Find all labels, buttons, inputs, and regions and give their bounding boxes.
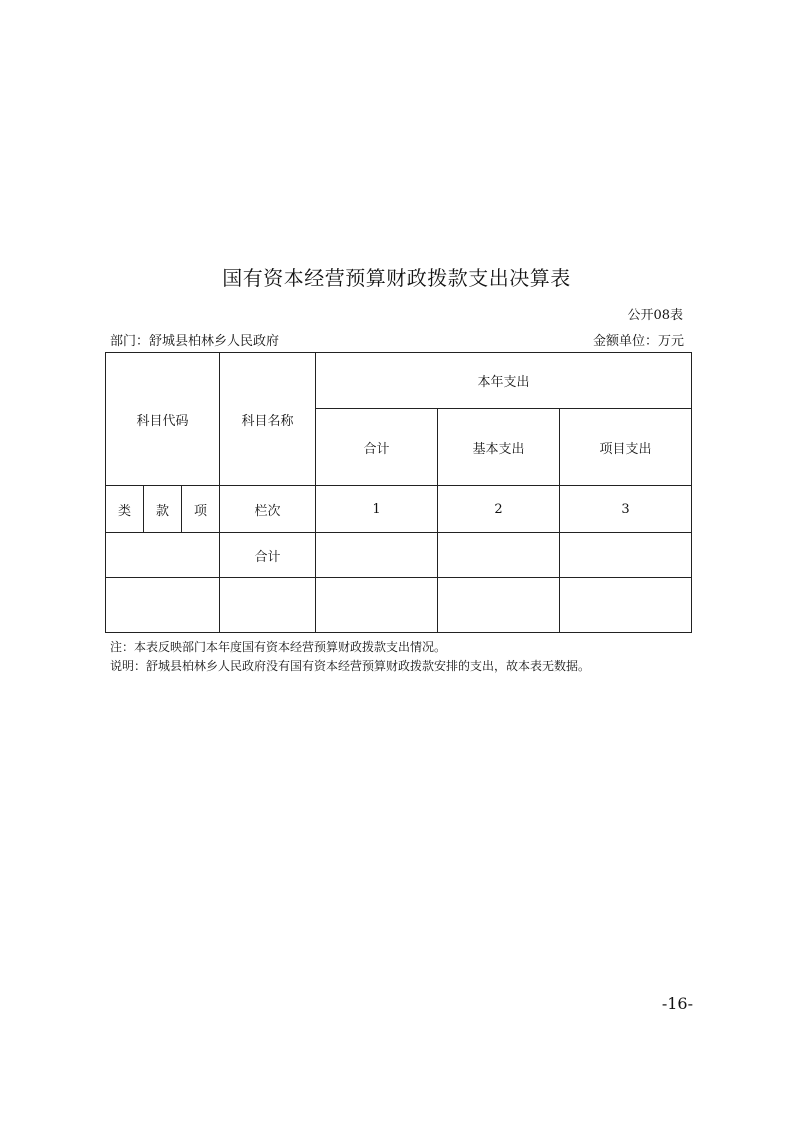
page-title: 国有资本经营预算财政拨款支出决算表: [222, 266, 571, 290]
item-cell: 项: [182, 486, 220, 533]
year-expenditure-header: 本年支出: [316, 353, 692, 409]
total-row-total: [316, 533, 438, 578]
subject-name-header: 科目名称: [220, 353, 316, 486]
amount-unit-label: 金额单位：万元: [592, 334, 684, 349]
category-cell: 类: [106, 486, 144, 533]
table-header-row: [106, 353, 692, 409]
explanation-line: 说明：舒城县柏林乡人民政府没有国有资本经营预算财政拨款安排的支出，故本表无数据。: [110, 659, 591, 673]
total-row-label: 合计: [220, 533, 316, 578]
form-code: 公开08表: [627, 308, 683, 323]
empty-row-name: [220, 578, 316, 633]
department-label: 部门：舒城县柏林乡人民政府: [110, 334, 280, 349]
notes-block: [110, 638, 590, 676]
table-index-row: [106, 486, 692, 533]
column-index-2: 2: [438, 486, 560, 533]
column-index-3: 3: [560, 486, 692, 533]
empty-row-total: [316, 578, 438, 633]
project-expenditure-header: 项目支出: [560, 409, 692, 486]
empty-row-basic: [438, 578, 560, 633]
expenditure-table: [105, 352, 692, 633]
total-row-code: [106, 533, 220, 578]
subject-code-header: 科目代码: [106, 353, 220, 486]
page-number: -16-: [661, 994, 693, 1013]
empty-row-project: [560, 578, 692, 633]
total-header: 合计: [316, 409, 438, 486]
column-index-label: 栏次: [220, 486, 316, 533]
empty-row-code: [106, 578, 220, 633]
table-total-row: [106, 533, 692, 578]
table-empty-row: [106, 578, 692, 633]
note-line: 注：本表反映部门本年度国有资本经营预算财政拨款支出情况。: [110, 640, 447, 654]
total-row-project: [560, 533, 692, 578]
section-cell: 款: [144, 486, 182, 533]
column-index-1: 1: [316, 486, 438, 533]
total-row-basic: [438, 533, 560, 578]
basic-expenditure-header: 基本支出: [438, 409, 560, 486]
